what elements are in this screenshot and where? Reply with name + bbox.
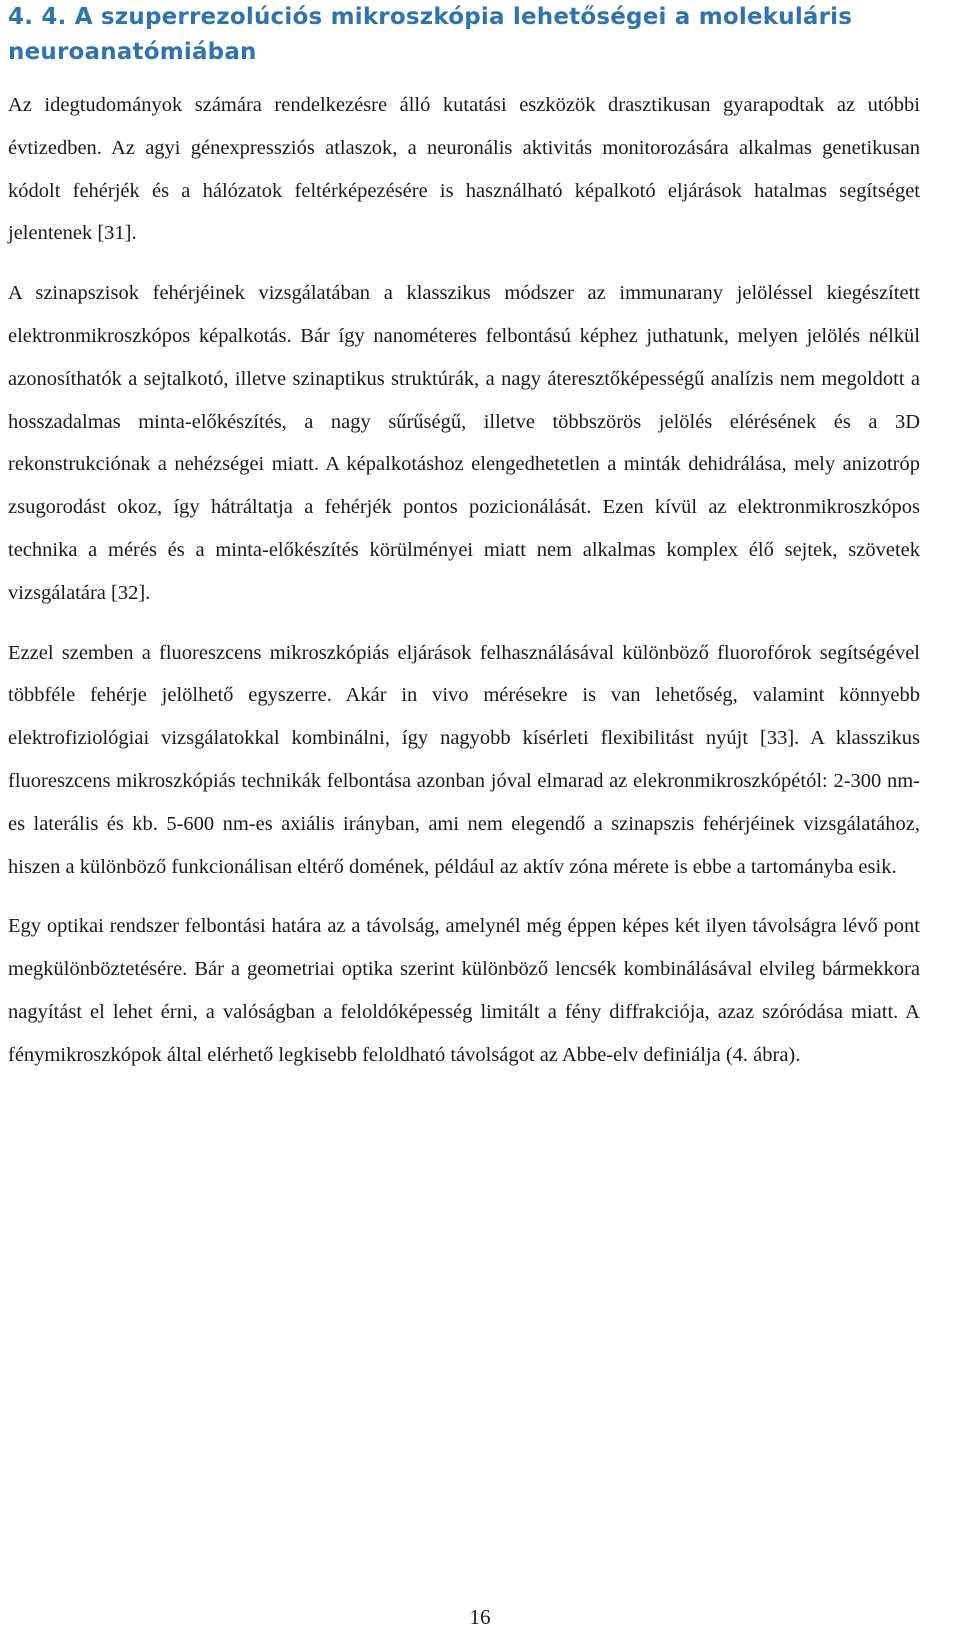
- section-heading: 4. 4. A szuperrezolúciós mikroszkópia lehetőségei a molekuláris neuroanatómiában: [8, 4, 853, 65]
- document-page: [8, 0, 920, 1077]
- paragraph-3: Ezzel szemben a fluoreszcens mikroszkópiás eljárások felhasználásával különböző fluorofórok segítségével többféle fehérje jelölhető egyszerre. Akár in vivo mérésekre is van lehetőség, valamint könnyebb elektrofiziológiai vizsgálatokkal kombinálni, így nagyobb kísérleti flexibilitást nyújt [33]. A klasszikus fluoreszcens mikroszkópiás technikák felbontása azonban jóval elmarad az elekronmikroszkópétól: 2-300 nm-es laterális és kb. 5-600 nm-es axiális irányban, ami nem elegendő a szinapszis fehérjéinek vizsgálatához, hiszen a különböző funkcionálisan eltérő domének, például az aktív zóna mérete is ebbe a tartományba esik.: [8, 641, 920, 878]
- paragraph-4: Egy optikai rendszer felbontási határa az a távolság, amelynél még éppen képes két ilyen távolságra lévő pont megkülönböztetésére. Bár a geometriai optika szerint különböző lencsék kombinálásával elvileg bármekkora nagyítást el lehet érni, a valóságban a feloldóképesség limitált a fény diffrakciója, azaz szóródása miatt. A fénymikroszkópok által elérhető legkisebb feloldható távolságot az Abbe-elv definiálja (4. ábra).: [8, 915, 920, 1066]
- paragraph-1: Az idegtudományok számára rendelkezésre álló kutatási eszközök drasztikusan gyarapodtak az utóbbi évtizedben. Az agyi génexpressziós atlaszok, a neuronális aktivitás monitorozására alkalmas genetikusan kódolt fehérjék és a hálózatok feltérképezésére is használható képalkotó eljárások hatalmas segítséget jelentenek [31].: [8, 94, 920, 245]
- paragraph-2: A szinapszisok fehérjéinek vizsgálatában a klasszikus módszer az immunarany jelöléssel kiegészített elektronmikroszkópos képalkotás. Bár így nanométeres felbontású képhez juthatunk, melyen jelölés nélkül azonosíthatók a sejtalkotó, illetve szinaptikus struktúrák, a nagy áteresztőképességű analízis nem megoldott a hosszadalmas minta-előkészítés, a nagy sűrűségű, illetve többszörös jelölés elérésének és a 3D rekonstrukciónak a nehézségei miatt. A képalkotáshoz elengedhetetlen a minták dehidrálása, mely anizotróp zsugorodást okoz, így hátráltatja a fehérjék pontos pozicionálását. Ezen kívül az elektronmikroszkópos technika a mérés és a minta-előkészítés körülményei miatt nem alkalmas komplex élő sejtek, szövetek vizsgálatára [32].: [8, 282, 920, 604]
- page-number: 16: [469, 1605, 491, 1629]
